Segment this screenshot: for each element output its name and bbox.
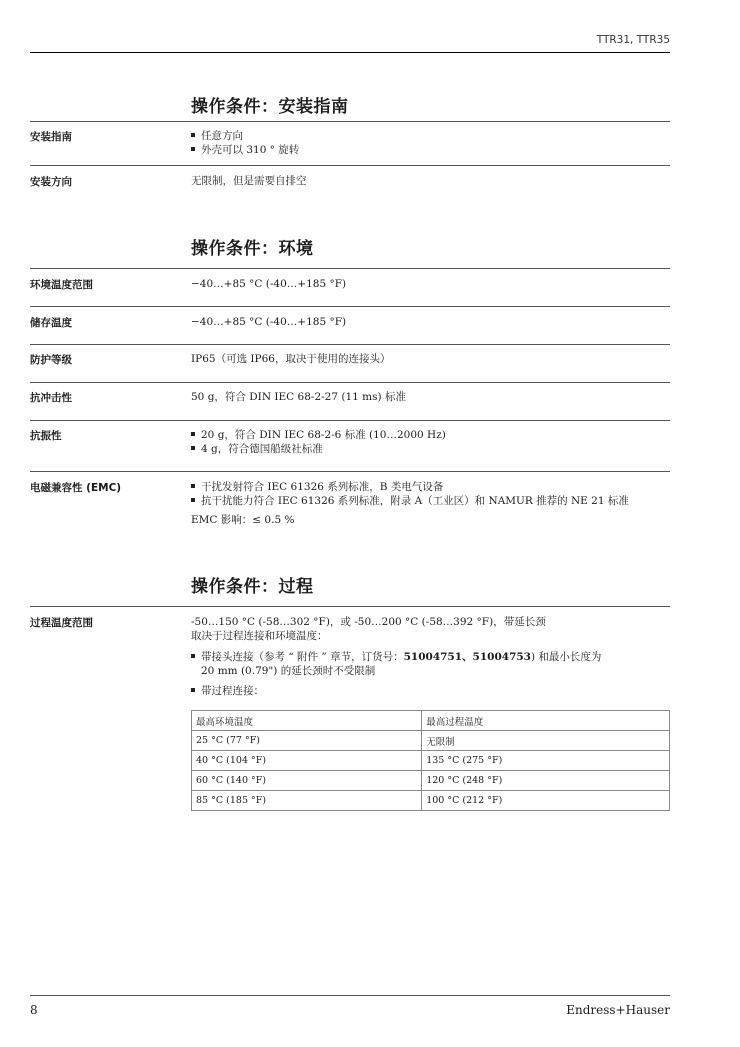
temperature-table — [191, 710, 670, 811]
table-cell: 25 °C (77 °F) — [192, 731, 422, 751]
row-divider — [30, 165, 670, 166]
value-shock-resistance: 50 g，符合 DIN IEC 68-2-27 (11 ms) 标准 — [191, 391, 406, 403]
value-process-temperature-note: 取决于过程连接和环境温度： — [191, 630, 328, 642]
label-protection-class: 防护等级 — [30, 354, 72, 366]
section-title-environment: 操作条件：环境 — [191, 239, 314, 259]
section-title-process: 操作条件：过程 — [191, 577, 314, 597]
section-title-installation: 操作条件：安装指南 — [191, 97, 349, 117]
document-id: TTR31, TTR35 — [596, 34, 670, 46]
brand-name: Endress+Hauser — [566, 1003, 670, 1017]
table-cell: 100 °C (212 °F) — [422, 791, 670, 811]
table-cell: 85 °C (185 °F) — [192, 791, 422, 811]
value-installation-orientation: 无限制，但是需要自排空 — [191, 175, 307, 187]
value-storage-temperature: −40…+85 °C (-40…+185 °F) — [191, 316, 347, 328]
row-divider — [30, 306, 670, 307]
label-vibration-resistance: 抗振性 — [30, 430, 62, 442]
table-row — [192, 731, 670, 751]
table-cell: 无限制 — [422, 731, 670, 751]
bullet-text: 带接头连接（参考 “ 附件 ” 章节，订货号： — [201, 651, 404, 663]
list-item: 20 g，符合 DIN IEC 68-2-6 标准 (10…2000 Hz) — [191, 428, 446, 442]
page-number: 8 — [30, 1003, 38, 1017]
table-row — [192, 751, 670, 771]
table-header-cell: 最高过程温度 — [422, 711, 670, 731]
header-divider — [30, 52, 670, 53]
table-cell: 120 °C (248 °F) — [422, 771, 670, 791]
row-divider — [30, 121, 670, 122]
label-installation-orientation: 安装方向 — [30, 176, 72, 188]
list-item: 带过程连接： — [191, 684, 264, 698]
label-process-temperature: 过程温度范围 — [30, 617, 93, 629]
row-divider — [30, 268, 670, 269]
label-installation-guide: 安装指南 — [30, 131, 72, 143]
list-item: 抗干扰能力符合 IEC 61326 系列标准，附录 A（工业区）和 NAMUR 推荐的 NE 21 标准 — [191, 494, 629, 508]
bullet-text: ) 和最小长度为 — [531, 651, 602, 663]
table-cell: 60 °C (140 °F) — [192, 771, 422, 791]
row-divider — [30, 471, 670, 472]
row-divider — [30, 382, 670, 383]
list-item-continuation: 20 mm (0.79") 的延长颈时不受限制 — [201, 665, 376, 677]
label-ambient-temperature: 环境温度范围 — [30, 279, 93, 291]
table-row — [192, 791, 670, 811]
value-protection-class: IP65（可选 IP66，取决于使用的连接头） — [191, 353, 391, 365]
order-numbers: 51004751、51004753 — [403, 651, 531, 663]
list-item: 干扰发射符合 IEC 61326 系列标准，B 类电气设备 — [191, 480, 443, 494]
table-cell: 135 °C (275 °F) — [422, 751, 670, 771]
value-process-temperature: -50…150 °C (-58…302 °F)，或 -50…200 °C (-58…392 °F)，带延长颈 — [191, 616, 546, 628]
value-ambient-temperature: −40…+85 °C (-40…+185 °F) — [191, 278, 347, 290]
value-emc-effect: EMC 影响：≤ 0.5 % — [191, 514, 295, 526]
label-emc: 电磁兼容性 (EMC) — [30, 482, 122, 494]
footer-divider — [30, 995, 670, 996]
row-divider — [30, 420, 670, 421]
row-divider — [30, 606, 670, 607]
list-item: 外壳可以 310 ° 旋转 — [191, 143, 299, 157]
table-header-row — [192, 711, 670, 731]
label-shock-resistance: 抗冲击性 — [30, 392, 72, 404]
list-item: 4 g，符合德国船级社标准 — [191, 442, 323, 456]
table-header-cell: 最高环境温度 — [192, 711, 422, 731]
row-divider — [30, 344, 670, 345]
label-storage-temperature: 储存温度 — [30, 317, 72, 329]
table-cell: 40 °C (104 °F) — [192, 751, 422, 771]
table-row — [192, 771, 670, 791]
list-item — [191, 650, 601, 664]
list-item: 任意方向 — [191, 129, 243, 143]
